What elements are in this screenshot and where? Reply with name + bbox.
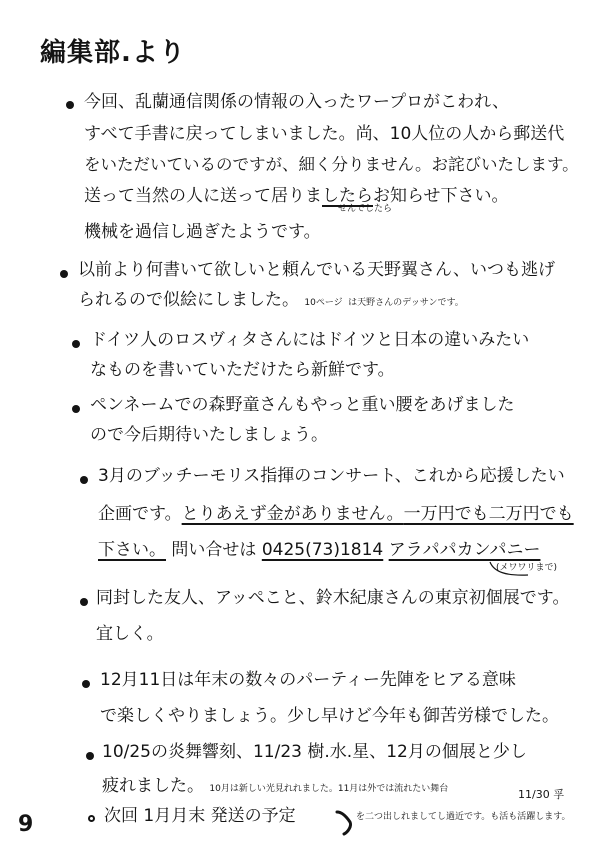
page-title: 編集部.より [40,38,186,68]
text-segment: 企画です。 [98,504,182,524]
text-line: ペンネームでの森野童さんもやっと重い腰をあげました [90,395,515,415]
text-line: ので今后期待いたしましょう。 [90,425,328,445]
text-line: 10/25の炎舞響刻、11/23 樹.水.星、12月の個展と少し [102,742,527,762]
text-line: をいただいているのですが、細く分りません。お詫びいたします。 [84,155,579,174]
text-segment: は天野さんのデッサンです。 [348,298,464,308]
underlined-text: アラパパカンパニー [388,540,541,560]
phone-number: 0425(73)1814 [261,540,384,560]
underlined-text: とりあえず金がありません。 [181,504,404,524]
text-segment: 10月は新しい光見れれました。11月は外では流れたい舞台 [209,784,449,794]
handwritten-note: (メワワリまで) [496,563,558,573]
underlined-text: 下さい。 [98,540,166,560]
text-line: 同封した友人、アッペこと、鈴木紀康さんの東京初個展です。 [96,588,570,608]
text-line: 次回 1月月末 発送の予定 [104,806,296,826]
text-line: 以前より何書いて欲しいと頼んでいる天野翼さん、いつも逃げ [78,260,556,280]
text-segment: 10ページ [304,298,343,308]
text-line: ドイツ人のロスヴィタさんにはドイツと日本の違いみたい [90,330,530,350]
handwritten-correction: せんでしたら [338,204,393,214]
struck-text: したら [322,186,373,206]
text-line: で楽しくやりましょう。少し早けど今年も御苦労様でした。 [100,706,559,726]
text-segment: 問い合せは [171,540,257,560]
text-line: 3月のブッチーモリス指揮のコンサート、これから応援したい [98,466,565,486]
text-segment: お知らせ下さい。 [373,186,509,206]
text-line: 機械を過信し過ぎたようです。 [84,222,321,242]
underlined-text: 一万円でも二万円でも [403,504,574,524]
date: 11/30 孚 [518,788,565,801]
text-segment: られるので似絵にしました。 [78,290,299,310]
text-line: 宜しく。 [96,624,164,644]
text-segment: 送って当然の人に送って居りま [84,186,322,206]
text-line: 今回、乱蘭通信関係の情報の入ったワープロがこわれ、 [84,92,510,112]
handwritten-note: を二つ出しれましてし過近です。も活も活躍します。 [356,812,571,822]
text-segment: 疲れました。 [102,776,204,796]
text-line: すべて手書に戻ってしまいました。尚、10人位の人から郵送代 [84,124,565,144]
page-number: 9 [18,812,34,837]
text-line: 12月11日は年末の数々のパーティー先陣をヒアる意味 [100,670,516,690]
text-line: なものを書いていただけたら新鮮です。 [90,360,395,380]
